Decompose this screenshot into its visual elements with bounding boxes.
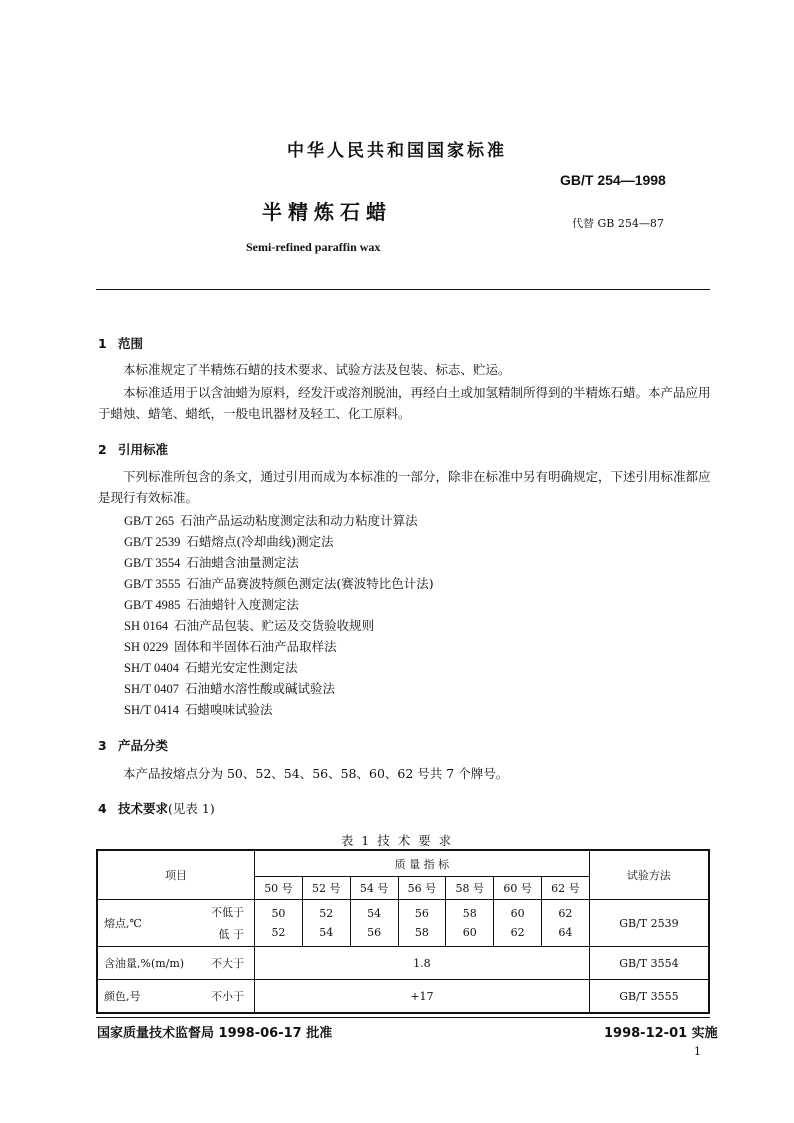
oil-limit: 不大于 — [211, 957, 245, 970]
item-header: 项目 — [165, 869, 188, 882]
melting-high: 60 — [462, 926, 477, 939]
melting-low: 60 — [510, 907, 525, 920]
grade-header: 52 号 — [302, 877, 350, 900]
melting-low: 62 — [558, 907, 573, 920]
section-4-heading — [98, 799, 215, 817]
melting-limit-high: 低 于 — [218, 928, 245, 941]
melting-high: 64 — [558, 926, 573, 939]
melting-low: 56 — [414, 907, 429, 920]
grade-header: 56 号 — [398, 877, 446, 900]
melting-low: 58 — [462, 907, 477, 920]
reference-code: SH 0229 — [124, 640, 169, 654]
reference-item — [124, 553, 299, 571]
national-standard-heading: 中华人民共和国国家标准 — [287, 141, 507, 161]
melting-low: 52 — [319, 907, 334, 920]
reference-item — [124, 658, 298, 676]
oil-method: GB/T 3554 — [589, 947, 709, 980]
method-header-cell — [589, 850, 709, 900]
table-row-melting-point — [97, 900, 709, 947]
melting-high: 54 — [319, 926, 334, 939]
section-1-heading — [98, 334, 143, 352]
grade-header: 50 号 — [255, 877, 303, 900]
section-number: 3 — [98, 738, 107, 753]
table-row-oil-content — [97, 947, 709, 980]
grade-header: 54 号 — [350, 877, 398, 900]
table-caption: 表 1 技 术 要 求 — [340, 833, 454, 848]
document-title: 半精炼石蜡 — [262, 200, 392, 224]
reference-title: 石油蜡水溶性酸或碱试验法 — [185, 681, 336, 696]
reference-code: GB/T 3555 — [124, 577, 181, 591]
melting-high: 56 — [367, 926, 382, 939]
melting-cell — [350, 900, 398, 947]
color-limit: 不小于 — [211, 990, 245, 1003]
section-2-heading — [98, 440, 168, 458]
section-3-paragraph: 本产品按熔点分为 50、52、54、56、58、60、62 号共 7 个牌号。 — [123, 766, 509, 781]
quality-header: 质 量 指 标 — [394, 857, 450, 871]
melting-cell — [542, 900, 590, 947]
melting-low: 54 — [367, 907, 382, 920]
reference-item — [124, 532, 334, 550]
item-header-cell — [97, 850, 255, 900]
footer-rule — [96, 1017, 710, 1018]
reference-item — [124, 511, 418, 529]
section-title: 引用标准 — [118, 442, 169, 457]
color-method: GB/T 3555 — [589, 980, 709, 1014]
method-header: 试验方法 — [626, 869, 671, 882]
section-number: 4 — [98, 801, 107, 816]
reference-code: SH/T 0404 — [124, 661, 179, 675]
grade-header: 60 号 — [494, 877, 542, 900]
melting-limit-low: 不低于 — [211, 906, 245, 919]
reference-code: SH 0164 — [124, 619, 169, 633]
melting-cell — [446, 900, 494, 947]
grade-header: 62 号 — [542, 877, 590, 900]
approval-line: 国家质量技术监督局 1998-06-17 批准 — [97, 1026, 333, 1041]
english-title: Semi-refined paraffin wax — [246, 240, 381, 254]
section-number: 1 — [98, 336, 107, 351]
reference-code: GB/T 265 — [124, 514, 175, 528]
standard-code: GB/T 254—1998 — [560, 172, 666, 188]
reference-item — [124, 616, 374, 634]
reference-code: GB/T 3554 — [124, 556, 181, 570]
color-value: +17 — [255, 980, 590, 1014]
section-3-heading — [98, 736, 168, 754]
section-title: 范围 — [118, 336, 144, 351]
grade-header: 58 号 — [446, 877, 494, 900]
reference-title: 石蜡嗅味试验法 — [185, 702, 273, 717]
melting-cell — [494, 900, 542, 947]
reference-title: 石油产品赛波特颜色测定法(赛波特比色计法) — [186, 576, 434, 591]
reference-title: 石蜡熔点(冷却曲线)测定法 — [186, 534, 334, 549]
section-note: (见表 1) — [168, 801, 215, 816]
section-number: 2 — [98, 442, 107, 457]
oil-label-cell — [97, 947, 255, 980]
melting-cell — [302, 900, 350, 947]
replaces-note: 代替 GB 254—87 — [572, 217, 664, 230]
reference-item — [124, 574, 434, 592]
reference-title: 石油产品运动粘度测定法和动力粘度计算法 — [180, 513, 418, 528]
reference-item — [124, 595, 299, 613]
oil-label: 含油量,%(m/m) — [104, 957, 185, 970]
reference-code: GB/T 2539 — [124, 535, 181, 549]
reference-code: GB/T 4985 — [124, 598, 181, 612]
reference-item — [124, 679, 335, 697]
reference-code: SH/T 0407 — [124, 682, 179, 696]
quality-header-cell — [255, 850, 590, 877]
reference-title: 石油蜡针入度测定法 — [186, 597, 299, 612]
color-label-cell — [97, 980, 255, 1014]
oil-value: 1.8 — [255, 947, 590, 980]
reference-title: 石蜡光安定性测定法 — [185, 660, 298, 675]
melting-low: 50 — [271, 907, 286, 920]
page-number: 1 — [694, 1045, 701, 1058]
reference-title: 石油蜡含油量测定法 — [186, 555, 299, 570]
melting-high: 62 — [510, 926, 525, 939]
melting-label: 熔点,℃ — [104, 917, 142, 930]
melting-label-cell — [97, 900, 255, 947]
implementation-date: 1998-12-01 实施 — [604, 1026, 718, 1041]
melting-method: GB/T 2539 — [589, 900, 709, 947]
melting-high: 52 — [271, 926, 286, 939]
melting-cell — [398, 900, 446, 947]
table-row-color — [97, 980, 709, 1014]
reference-item — [124, 637, 337, 655]
melting-cell — [255, 900, 303, 947]
section-2-intro: 下列标准所包含的条文，通过引用而成为本标准的一部分，除非在标准中另有明确规定，下述引用标准都应是现行有效标准。 — [98, 469, 711, 505]
header-rule — [96, 289, 710, 290]
reference-title: 固体和半固体石油产品取样法 — [174, 639, 337, 654]
melting-high: 58 — [414, 926, 429, 939]
reference-title: 石油产品包装、贮运及交货验收规则 — [174, 618, 375, 633]
section-1-paragraph-1: 本标准规定了半精炼石蜡的技术要求、试验方法及包装、标志、贮运。 — [123, 362, 511, 377]
color-label: 颜色,号 — [104, 990, 141, 1003]
technical-requirements-table — [96, 849, 710, 1014]
section-title: 技术要求 — [118, 801, 169, 816]
reference-code: SH/T 0414 — [124, 703, 179, 717]
section-title: 产品分类 — [118, 738, 169, 753]
section-1-paragraph-2: 本标准适用于以含油蜡为原料，经发汗或溶剂脱油，再经白土或加氢精制所得到的半精炼石蜡。本产品应用于蜡烛、蜡笔、蜡纸，一般电讯器材及轻工、化工原料。 — [98, 385, 711, 421]
reference-item — [124, 700, 273, 718]
